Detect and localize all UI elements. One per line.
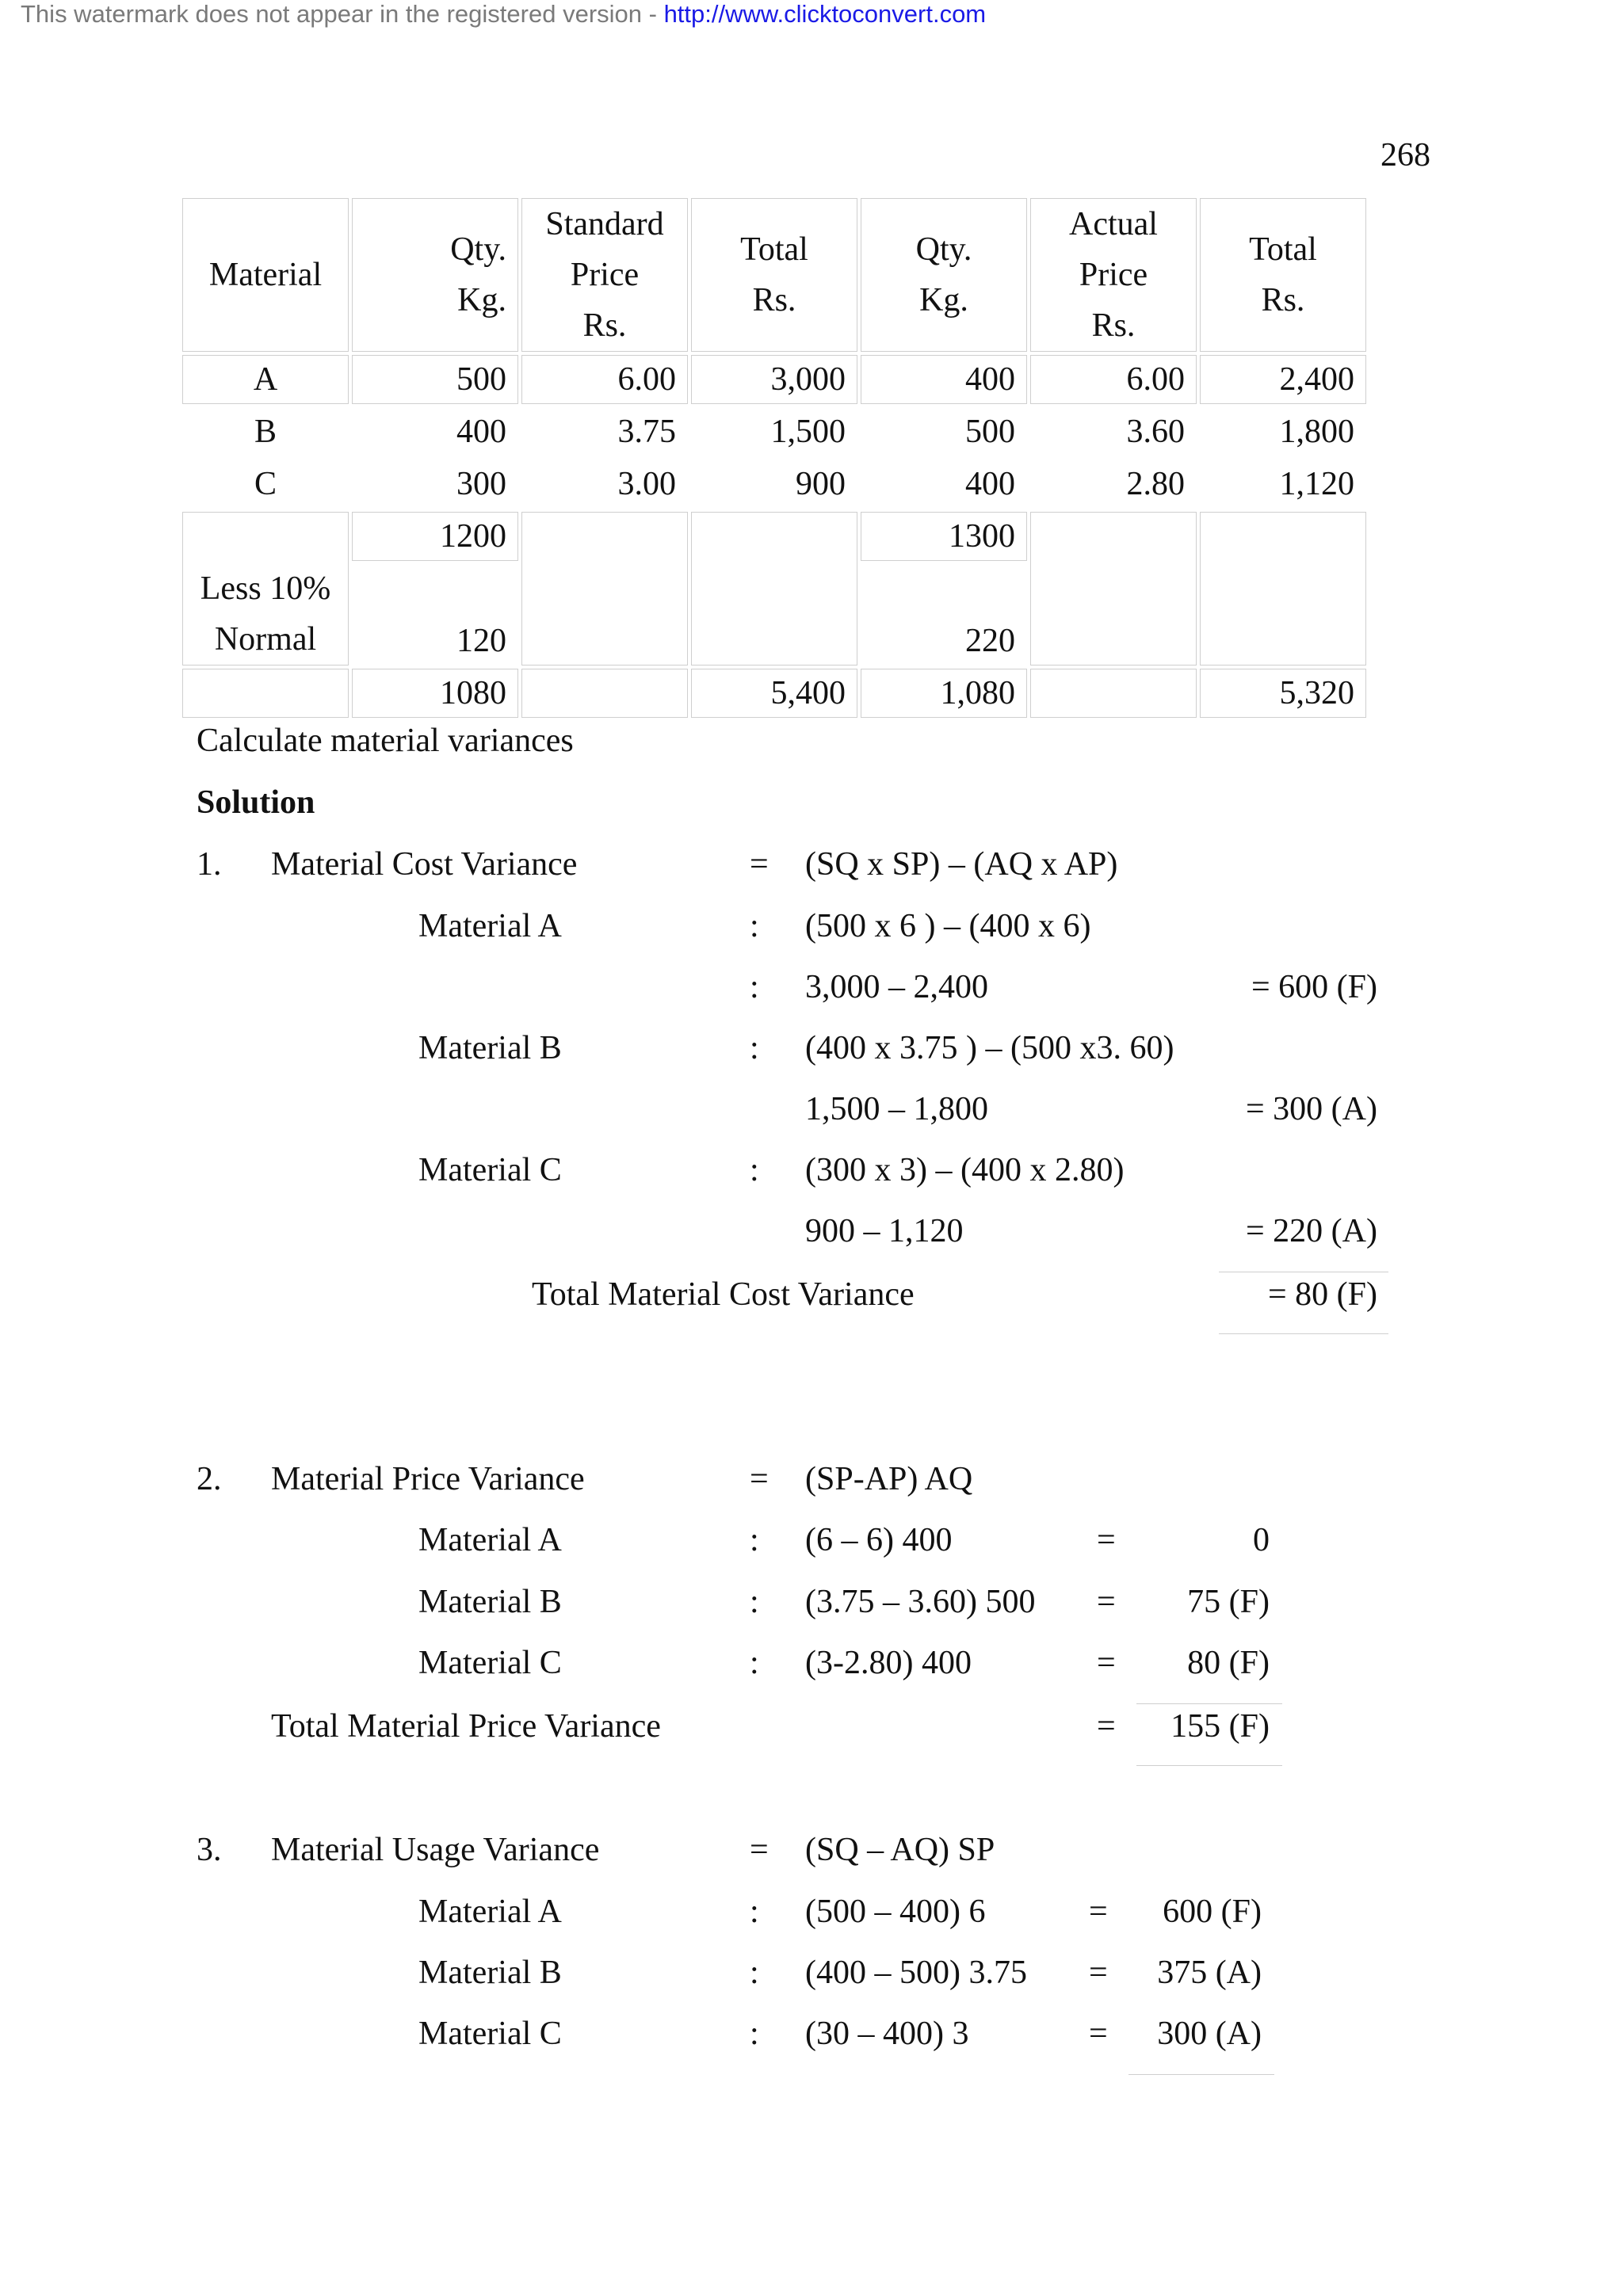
section-number: 3.: [197, 1832, 222, 1868]
watermark-text: This watermark does not appear in the registered version -: [21, 0, 664, 28]
table-cell: 1300: [861, 512, 1027, 561]
material-label: Material A: [418, 908, 562, 944]
table-cell: 1,500: [770, 414, 846, 450]
material-label: Material A: [418, 1522, 562, 1558]
equals-sign: =: [750, 1832, 769, 1868]
table-cell: 5,400: [691, 669, 857, 718]
result: 0: [1253, 1522, 1270, 1558]
table-cell: 1,800: [1279, 414, 1354, 450]
table-cell: [521, 669, 688, 718]
colon: :: [750, 1955, 759, 1991]
colon: :: [750, 1522, 759, 1558]
table-cell: 3.00: [617, 466, 676, 502]
material-label: Material A: [418, 1894, 562, 1930]
colon: :: [750, 1894, 759, 1930]
formula: (SP-AP) AQ: [805, 1461, 973, 1497]
result: 300 (A): [1157, 2016, 1262, 2052]
section-title: Material Cost Variance: [271, 846, 578, 883]
result: 600 (F): [1163, 1894, 1262, 1930]
header-std-qty: Qty. Kg.: [352, 198, 518, 352]
calculation: 1,500 – 1,800: [805, 1091, 988, 1127]
colon: :: [750, 1584, 759, 1620]
table-cell: [1030, 669, 1197, 718]
calculation: (6 – 6) 400: [805, 1522, 953, 1558]
header-std-total: Total Rs.: [691, 198, 857, 352]
equals-sign: =: [750, 846, 769, 883]
material-label: Material C: [418, 1645, 562, 1681]
table-cell: [521, 512, 688, 666]
table-cell: 300: [456, 466, 506, 502]
table-header-row: [182, 198, 1366, 352]
material-label: Material B: [418, 1030, 562, 1066]
header-act-total: Total Rs.: [1200, 198, 1366, 352]
table-cell: 1,080: [861, 669, 1027, 718]
section-number: 2.: [197, 1461, 222, 1497]
calculation: (500 x 6 ) – (400 x 6): [805, 908, 1091, 944]
equals-sign: =: [1089, 2016, 1108, 2052]
table-row: [182, 460, 1366, 509]
table-cell: 400: [965, 466, 1015, 502]
colon: :: [750, 1030, 759, 1066]
result: 375 (A): [1157, 1955, 1262, 1991]
result: 75 (F): [1187, 1584, 1270, 1620]
equals-sign: =: [750, 1461, 769, 1497]
divider: [1128, 2074, 1274, 2075]
colon: :: [750, 1645, 759, 1681]
section-title: Material Price Variance: [271, 1461, 585, 1497]
table-cell: 3.60: [1126, 414, 1185, 450]
divider: [1136, 1765, 1282, 1766]
table-cell: 2.80: [1126, 466, 1185, 502]
table-cell: 2,400: [1200, 355, 1366, 404]
calculation: 3,000 – 2,400: [805, 969, 988, 1005]
less-normal-label: Less 10% Normal: [182, 512, 349, 666]
table-cell: C: [254, 466, 277, 502]
watermark-link[interactable]: http://www.clicktoconvert.com: [663, 0, 987, 28]
colon: :: [750, 2016, 759, 2052]
result: = 220 (A): [1246, 1213, 1377, 1249]
page-number: 268: [1381, 137, 1430, 174]
table-cell: 500: [352, 355, 518, 404]
table-cell: 900: [796, 466, 846, 502]
total-label: Total Material Price Variance: [271, 1708, 661, 1745]
total-label: Total Material Cost Variance: [532, 1276, 915, 1313]
table-cell: [861, 564, 1027, 613]
calculation: (400 – 500) 3.75: [805, 1955, 1027, 1991]
table-cell: 400: [456, 414, 506, 450]
formula: (SQ – AQ) SP: [805, 1832, 995, 1868]
table-cell: B: [254, 414, 277, 450]
result: 80 (F): [1187, 1645, 1270, 1681]
result: = 600 (F): [1251, 969, 1377, 1005]
table-cell: 3,000: [691, 355, 857, 404]
calculation: 900 – 1,120: [805, 1213, 964, 1249]
table-cell: [352, 564, 518, 613]
total-value: = 80 (F): [1267, 1276, 1377, 1313]
question-text: Calculate material variances: [197, 723, 574, 759]
table-cell: 1080: [352, 669, 518, 718]
table-cell: 6.00: [1030, 355, 1197, 404]
material-label: Material B: [418, 1584, 562, 1620]
colon: :: [750, 969, 759, 1005]
solution-heading: Solution: [197, 784, 315, 821]
table-cell: [182, 669, 349, 718]
table-cell: 3.75: [617, 414, 676, 450]
calculation: (30 – 400) 3: [805, 2016, 969, 2052]
table-cell: [691, 512, 857, 666]
calculation: (3-2.80) 400: [805, 1645, 972, 1681]
calculation: (500 – 400) 6: [805, 1894, 986, 1930]
equals-sign: =: [1089, 1894, 1108, 1930]
material-label: Material C: [418, 2016, 562, 2052]
header-std-price: Standard Price Rs.: [521, 198, 688, 352]
result: = 300 (A): [1246, 1091, 1377, 1127]
material-label: Material C: [418, 1152, 562, 1188]
table-cell: 1200: [352, 512, 518, 561]
total-value: 155 (F): [1170, 1708, 1270, 1745]
table-cell: 1,120: [1279, 466, 1354, 502]
calculation: (3.75 – 3.60) 500: [805, 1584, 1036, 1620]
colon: :: [750, 908, 759, 944]
calculation: (300 x 3) – (400 x 2.80): [805, 1152, 1125, 1188]
header-act-price: Actual Price Rs.: [1030, 198, 1197, 352]
table-cell: 6.00: [521, 355, 688, 404]
table-row-net: [182, 669, 1366, 718]
table-row-subtotal: [182, 512, 1366, 561]
header-material: Material: [182, 198, 349, 352]
calculation: (400 x 3.75 ) – (500 x3. 60): [805, 1030, 1174, 1066]
table-row: [182, 355, 1366, 404]
table-cell: 400: [861, 355, 1027, 404]
table-cell: 5,320: [1200, 669, 1366, 718]
material-table: [179, 195, 1369, 721]
table-cell: A: [182, 355, 349, 404]
header-act-qty: Qty. Kg.: [861, 198, 1027, 352]
material-label: Material B: [418, 1955, 562, 1991]
table-cell: [1200, 512, 1366, 666]
equals-sign: =: [1089, 1955, 1108, 1991]
section-number: 1.: [197, 846, 222, 883]
table-row: [182, 407, 1366, 456]
table-cell: 500: [965, 414, 1015, 450]
equals-sign: =: [1097, 1584, 1116, 1620]
formula: (SQ x SP) – (AQ x AP): [805, 846, 1118, 883]
watermark: [21, 0, 986, 29]
divider: [1219, 1333, 1388, 1334]
table-cell: 220: [965, 623, 1015, 659]
colon: :: [750, 1152, 759, 1188]
table-cell: [1030, 512, 1197, 666]
table-cell: 120: [456, 623, 506, 659]
divider: [1136, 1703, 1282, 1704]
equals-sign: =: [1097, 1522, 1116, 1558]
section-title: Material Usage Variance: [271, 1832, 600, 1868]
equals-sign: =: [1097, 1645, 1116, 1681]
equals-sign: =: [1097, 1708, 1116, 1745]
